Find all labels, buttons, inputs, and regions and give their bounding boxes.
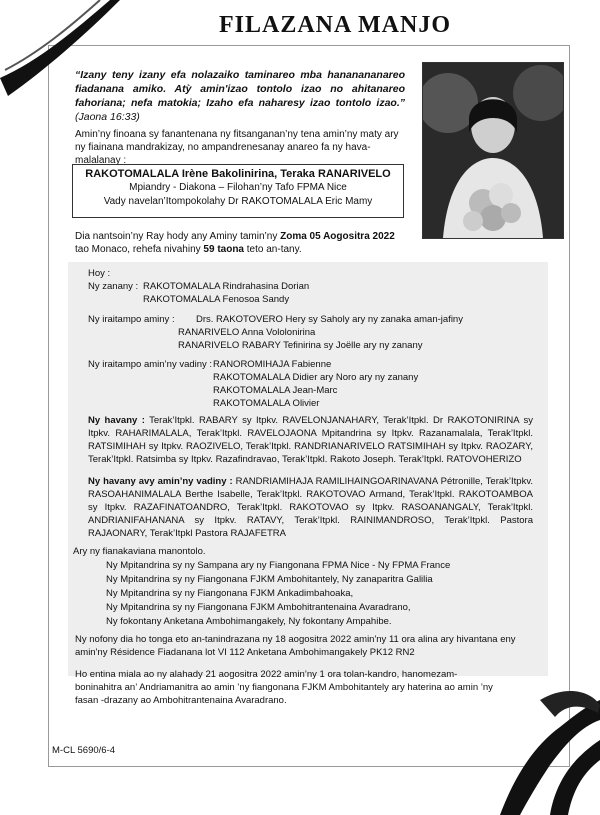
- portrait-photo: [422, 62, 564, 239]
- iraitampo-1: RANARIVELO Anna Vololonirina: [178, 327, 316, 338]
- deceased-role: Mpiandry - Diakona – Filohan’ny Tafo FPMA Nice: [129, 182, 347, 193]
- fianakaviana-1: Ny Mpitandrina sy ny Fiangonana FJKM Ambohitantely, Ny zanaparitra Galilia: [106, 574, 433, 585]
- deceased-name: RAKOTOMALALA Irène Bakolinirina, Teraka RANARIVELO: [85, 168, 391, 180]
- iraitampo-vady-3: RAKOTOMALALA Olivier: [213, 398, 320, 409]
- death-age: 59 taona: [203, 244, 244, 255]
- family-section: [68, 262, 548, 676]
- fianakaviana-3: Ny Mpitandrina sy ny Fiangonana FJKM Ambohitrantenaina Avaradrano,: [106, 602, 411, 613]
- havany-text: Terak’Itpkl. RABARY sy Itpkv. RAVELONJANAHARY, Terak’Itpkl. Dr RAKOTONIRINA sy Itpkv. RAHARIMALALA, Terak’Itpkl. RAVELOJAONA Mpitandrina sy Itpkv. Razanamalala, Terak’Itpkl. RATSIMIHAH sy Itpkv. RAOZIVELO, Terak’Itpkl. RANDRIANARIVELO RATSIMIHAH sy Itpkv. RAOZARY, Terak’Itpkl. Ratsimba sy Itpkv. Razafindravao, Terak’Itpkl. Rakoto Joseph. Terak’Itpkl. RATOVOHERIZO: [88, 415, 534, 465]
- burial-notice: Ho entina miala ao ny alahady 21 aogositra 2022 amin’ny 1 ora tolan-kandro, hanomezam-boninahitra an’ Andriamanitra ao amin ’ny fiangonana FJKM Ambohitantely ary haterina ao amin ’ny fasan -drazany ao Ambohitrantenaina Avaradrano.: [75, 669, 493, 706]
- announcement-intro: Amin’ny finoana sy fanantenana ny fitsanganan’ny tena amin’ny maty ary ny fiainana mandrakizay, no ampandrenesanay anareo fa ny hava-malalanay :: [75, 129, 399, 166]
- havany-vady-label: Ny havany avy amin’ny vadiny :: [88, 476, 233, 487]
- page-title: FILAZANA MANJO: [218, 12, 451, 38]
- mourning-ribbon-icon: [480, 665, 600, 815]
- bible-quote: [75, 68, 405, 124]
- arrival-notice: Ny nofony dia ho tonga eto an-tanindrazana ny 18 aogositra 2022 amin'ny 11 ora alina ary hivantana eny amin'ny Résidence Fiadanana lot VI 112 Anketana Ambohimangakely PK12 RN2: [75, 634, 516, 658]
- iraitampo-vady-label: Ny iraitampo amin’ny vadiny :: [88, 359, 213, 370]
- havany-vady-block: [88, 475, 533, 540]
- deceased-box: [72, 164, 404, 218]
- fianakaviana-0: Ny Mpitandrina sy ny Sampana ary ny Fiangonana FPMA Nice - Ny FPMA France: [106, 560, 451, 571]
- havany-label: Ny havany :: [88, 415, 145, 426]
- zanany-1: RAKOTOMALALA Fenosoa Sandy: [143, 294, 290, 305]
- iraitampo-vady-0: RANOROMIHAJA Fabienne: [213, 359, 332, 370]
- iraitampo-vady-2: RAKOTOMALALA Jean-Marc: [213, 385, 338, 396]
- death-text: teto an-tany.: [244, 244, 302, 255]
- zanany-0: RAKOTOMALALA Rindrahasina Dorian: [143, 281, 310, 292]
- deceased-spouse: Vady navelan’Itompokolahy Dr RAKOTOMALALA Eric Mamy: [103, 196, 373, 207]
- death-date: Zoma 05 Aogositra 2022: [280, 231, 395, 242]
- iraitampo-vady-1: RAKOTOMALALA Didier ary Noro ary ny zanany: [213, 372, 419, 383]
- quote-reference: (Jaona 16:33): [75, 111, 140, 123]
- reference-code: M-CL 5690/6-4: [52, 745, 116, 756]
- fianakaviana-4: Ny fokontany Anketana Ambohimangakely, Ny fokontany Ampahibe.: [106, 616, 392, 627]
- death-text: Dia nantsoin’ny Ray hody any Aminy tamin’ny: [75, 231, 281, 242]
- iraitampo-0: Drs. RAKOTOVERO Hery sy Saholy ary ny zanaka aman-jafiny: [196, 314, 463, 325]
- havany-vady-text: RANDRIAMIHAJA RAMILIHAINGOARINAVANA Pétronille, Terak’Itpkv. RASOAHANIMALALA Berthe Isabelle, Terak’Itpkl. RAKOTOVAO Armand, Terak’Itpkl. RAKOTOAMBOA sy Itpkv. RAZAFINATOANDRO, Terak’Itpkl. RAKOTOVAO sy Itpkv. RASOANANGALY, Terak’Itpkl. ANDRIANIFAHANANA sy Itpkv. RATAVY, Terak’Itpkl. RAINIMANDROSO, Terak’Itpkl. Pastora RAJAONARY, Terak’Itpkl Pastora RAJAFETRA: [88, 476, 534, 539]
- fianakaviana-label: Ary ny fianakaviana manontolo.: [73, 546, 206, 557]
- death-notice: [75, 230, 410, 256]
- havany-block: [88, 414, 533, 466]
- zanany-label: Ny zanany :: [88, 281, 139, 292]
- iraitampo-2: RANARIVELO RABARY Tefinirina sy Joëlle ary ny zanany: [178, 340, 423, 351]
- fianakaviana-2: Ny Mpitandrina sy ny Fiangonana FJKM Ankadimbahoaka,: [106, 588, 354, 599]
- hoy-label: Hoy :: [88, 268, 111, 279]
- iraitampo-label: Ny iraitampo aminy :: [88, 314, 175, 325]
- quote-text: “Izany teny izany efa nolazaiko taminareo mba hananananareo fiadanana amiko. Atỳ amin'izao tontolo izao no ahitanareo fahoriana; nefa matokia; Izaho efa naharesy izao tontolo izao.”: [75, 69, 405, 109]
- death-text: tao Monaco, rehefa nivahiny: [75, 244, 204, 255]
